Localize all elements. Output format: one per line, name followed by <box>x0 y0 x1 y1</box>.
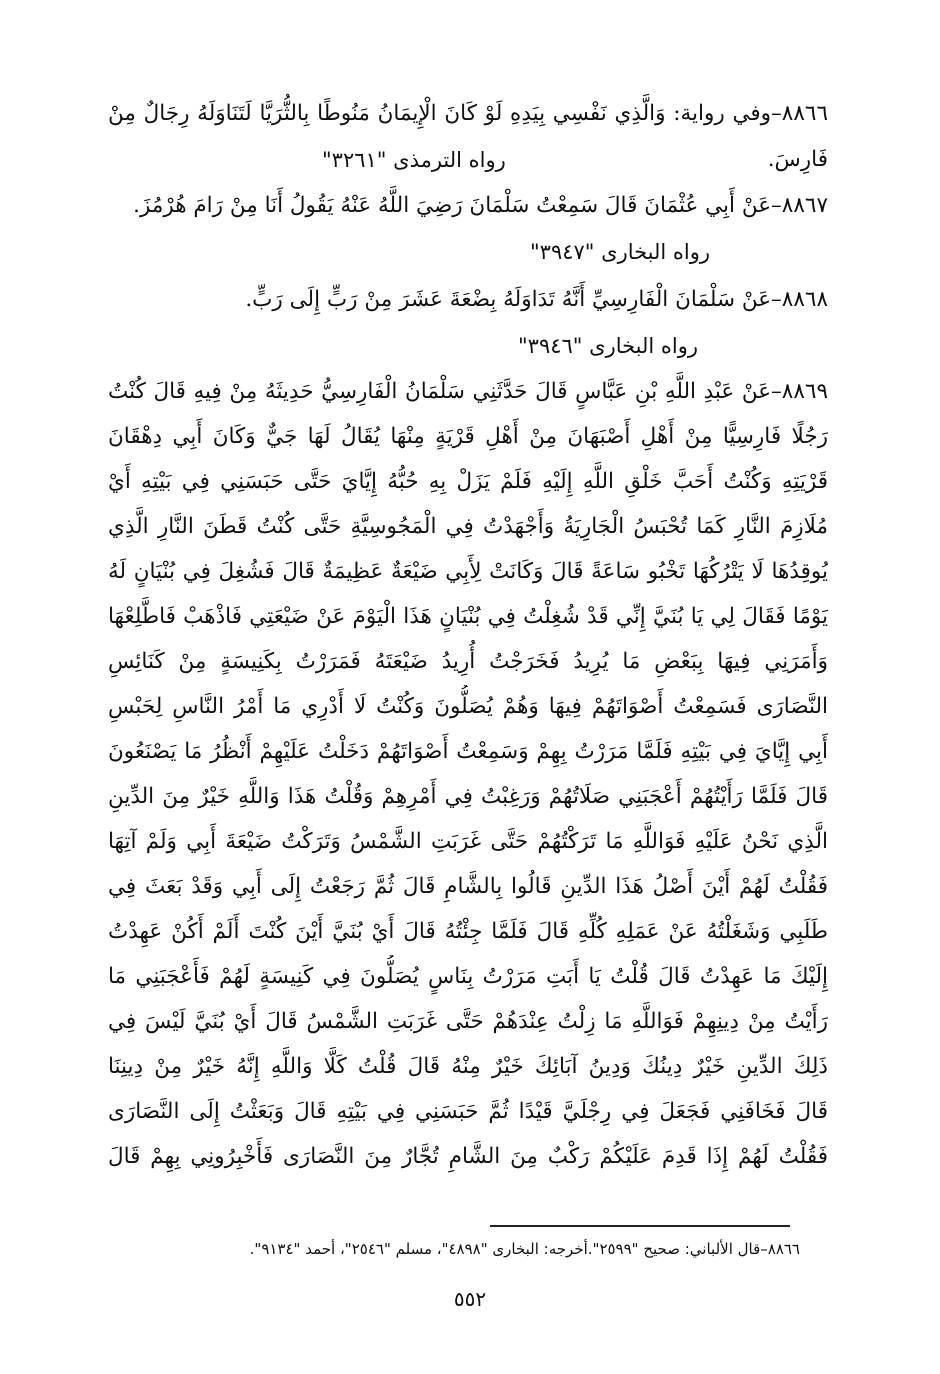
hadith-8869-line-15: رَأَيْتُ مِنْ دِينِهِمْ فَوَاللَّهِ مَا زِلْتُ عِنْدَهُمْ حَتَّى غَرَبَتِ الشَّمْسُ قَالَ أَيْ بُنَيَّ لَيْسَ فِي <box>108 1009 828 1034</box>
hadith-8869-line-12: فَقُلْتُ لَهُمْ أَيْنَ أَصْلُ هَذَا الدِّينِ قَالُوا بِالشَّامِ قَالَ ثُمَّ رَجَعْتُ إِلَى أَبِي وَقَدْ بَعَثَ فِي <box>108 874 828 899</box>
hadith-8869-line-6: يَوْمًا فَقَالَ لِي يَا بُنَيَّ إِنِّي قَدْ شُغِلْتُ فِي بُنْيَانٍ هَذَا الْيَوْمَ عَنْ ضَيْعَتِي فَاذْهَبْ فَاطَّلِعْهَا <box>108 604 828 629</box>
footnote-divider <box>490 1225 790 1227</box>
footnote: ٨٨٦٦–قال الألباني: صحيح "٢٥٩٩".أخرجه: البخارى "٤٨٩٨"، مسلم "٢٥٤٦"، أحمد "٩١٣٤". <box>249 1240 800 1258</box>
hadith-8869-line-14: إِلَيْكَ مَا عَهِدْتُ قَالَ قُلْتُ يَا أَبَتِ مَرَرْتُ بِنَاسٍ يُصَلُّونَ فِي كَنِيسَةٍ لَهُمْ فَأَعْجَبَنِي مَا <box>108 964 828 989</box>
hadith-8869-line-7: وَأَمَرَنِي فِيهَا بِبَعْضِ مَا يُرِيدُ فَخَرَجْتُ أُرِيدُ ضَيْعَتَهُ فَمَرَرْتُ بِكَنِيسَةٍ مِنْ كَنَائِسِ <box>108 649 828 674</box>
hadith-8869-line-2: رَجُلًا فَارِسِيًّا مِنْ أَهْلِ أَصْبَهَانَ مِنْ أَهْلِ قَرْيَةٍ مِنْهَا يُقَالُ لَهَا جَيٌّ وَكَانَ أَبِي دِهْقَانَ <box>108 424 828 449</box>
page-number: ٥٥٢ <box>453 1287 487 1311</box>
hadith-8868-line-1: ٨٨٦٨–عَنْ سَلْمَانَ الْفَارِسِيِّ أَنَّهُ تَدَاوَلَهُ بِضْعَةَ عَشَرَ مِنْ رَبٍّ إِلَى رَبٍّ. <box>245 287 828 312</box>
hadith-8869-line-17: قَالَ فَخَافَنِي فَجَعَلَ فِي رِجْلَيَّ قَيْدًا ثُمَّ حَبَسَنِي فِي بَيْتِهِ قَالَ وَبَعَثْتُ إِلَى النَّصَارَى <box>108 1099 828 1124</box>
hadith-8869-line-5: يُوقِدُهَا لَا يَتْرُكُهَا تَخْبُو سَاعَةً قَالَ وَكَانَتْ لِأَبِي ضَيْعَةٌ عَظِيمَةٌ قَالَ فَشُغِلَ فِي بُنْيَانٍ لَهُ <box>108 559 828 584</box>
hadith-8869-line-13: طَلَبِي وَشَغَلْتُهُ عَنْ عَمَلِهِ كُلِّهِ قَالَ فَلَمَّا جِئْتُهُ قَالَ أَيْ بُنَيَّ أَيْنَ كُنْتَ أَلَمْ أَكُنْ عَهِدْتُ <box>108 919 828 944</box>
hadith-8866-source: رواه الترمذى "٣٢٦١" <box>322 148 506 172</box>
hadith-8869-line-18: فَقُلْتُ لَهُمْ إِذَا قَدِمَ عَلَيْكُمْ رَكْبٌ مِنَ الشَّامِ تُجَّارٌ مِنَ النَّصَارَى فَأَخْبِرُونِي بِهِمْ قَالَ <box>108 1144 828 1169</box>
hadith-8869-line-10: قَالَ فَلَمَّا رَأَيْتُهُمْ أَعْجَبَنِي صَلَاتُهُمْ وَرَغِبْتُ فِي أَمْرِهِمْ وَقُلْتُ هَذَا وَاللَّهِ خَيْرٌ مِنَ الدِّينِ <box>108 784 828 809</box>
hadith-8866-line-1: ٨٨٦٦–وفي رواية: وَالَّذِي نَفْسِي بِيَدِهِ لَوْ كَانَ الْإِيمَانُ مَنُوطًا بِالثُّرَيَّا لَتَنَاوَلَهُ رِجَالٌ مِنْ <box>108 101 828 126</box>
hadith-8869-line-4: مُلَازِمَ النَّارِ كَمَا تُحْبَسُ الْجَارِيَةُ وَأَجْهَدْتُ فِي الْمَجُوسِيَّةِ حَتَّى كُنْتُ قَطَنَ النَّارِ الَّذِي <box>108 514 828 539</box>
hadith-8867-line-1: ٨٨٦٧–عَنْ أَبِي عُثْمَانَ قَالَ سَمِعْتُ سَلْمَانَ رَضِيَ اللَّهُ عَنْهُ يَقُولُ أَنَا مِنْ رَامَ هُرْمُزَ. <box>133 193 828 218</box>
hadith-8867-source: رواه البخارى "٣٩٤٧" <box>530 240 711 264</box>
hadith-8866-line-2: فَارِسَ. <box>767 147 828 172</box>
hadith-8868-source: رواه البخارى "٣٩٤٦" <box>518 334 699 358</box>
hadith-8869-line-3: قَرْيَتِهِ وَكُنْتُ أَحَبَّ خَلْقِ اللَّهِ إِلَيْهِ فَلَمْ يَزَلْ بِهِ حُبُّهُ إِيَّايَ حَتَّى حَبَسَنِي فِي بَيْتِهِ أَيْ <box>108 469 828 494</box>
hadith-8869-line-9: أَبِي إِيَّايَ فِي بَيْتِهِ فَلَمَّا مَرَرْتُ بِهِمْ وَسَمِعْتُ أَصْوَاتَهُمْ دَخَلْتُ عَلَيْهِمْ أَنْظُرُ مَا يَصْنَعُونَ <box>108 739 828 764</box>
hadith-8869-line-8: النَّصَارَى فَسَمِعْتُ أَصْوَاتَهُمْ فِيهَا وَهُمْ يُصَلُّونَ وَكُنْتُ لَا أَدْرِي مَا أَمْرُ النَّاسِ لِحَبْسِ <box>108 694 828 719</box>
hadith-8869-line-16: ذَلِكَ الدِّينِ خَيْرٌ دِينُكَ وَدِينُ آبَائِكَ خَيْرٌ مِنْهُ قَالَ قُلْتُ كَلَّا وَاللَّهِ إِنَّهُ خَيْرٌ مِنْ دِينِنَا <box>108 1054 828 1079</box>
hadith-8869-line-1: ٨٨٦٩–عَنْ عَبْدِ اللَّهِ بْنِ عَبَّاسٍ قَالَ حَدَّثَنِي سَلْمَانُ الْفَارِسِيُّ حَدِيثَهُ مِنْ فِيهِ قَالَ كُنْتُ <box>108 379 828 404</box>
hadith-8869-line-11: الَّذِي نَحْنُ عَلَيْهِ فَوَاللَّهِ مَا تَرَكْتُهُمْ حَتَّى غَرَبَتِ الشَّمْسُ وَتَرَكْتُ ضَيْعَةَ أَبِي وَلَمْ آتِهَا <box>108 829 828 854</box>
